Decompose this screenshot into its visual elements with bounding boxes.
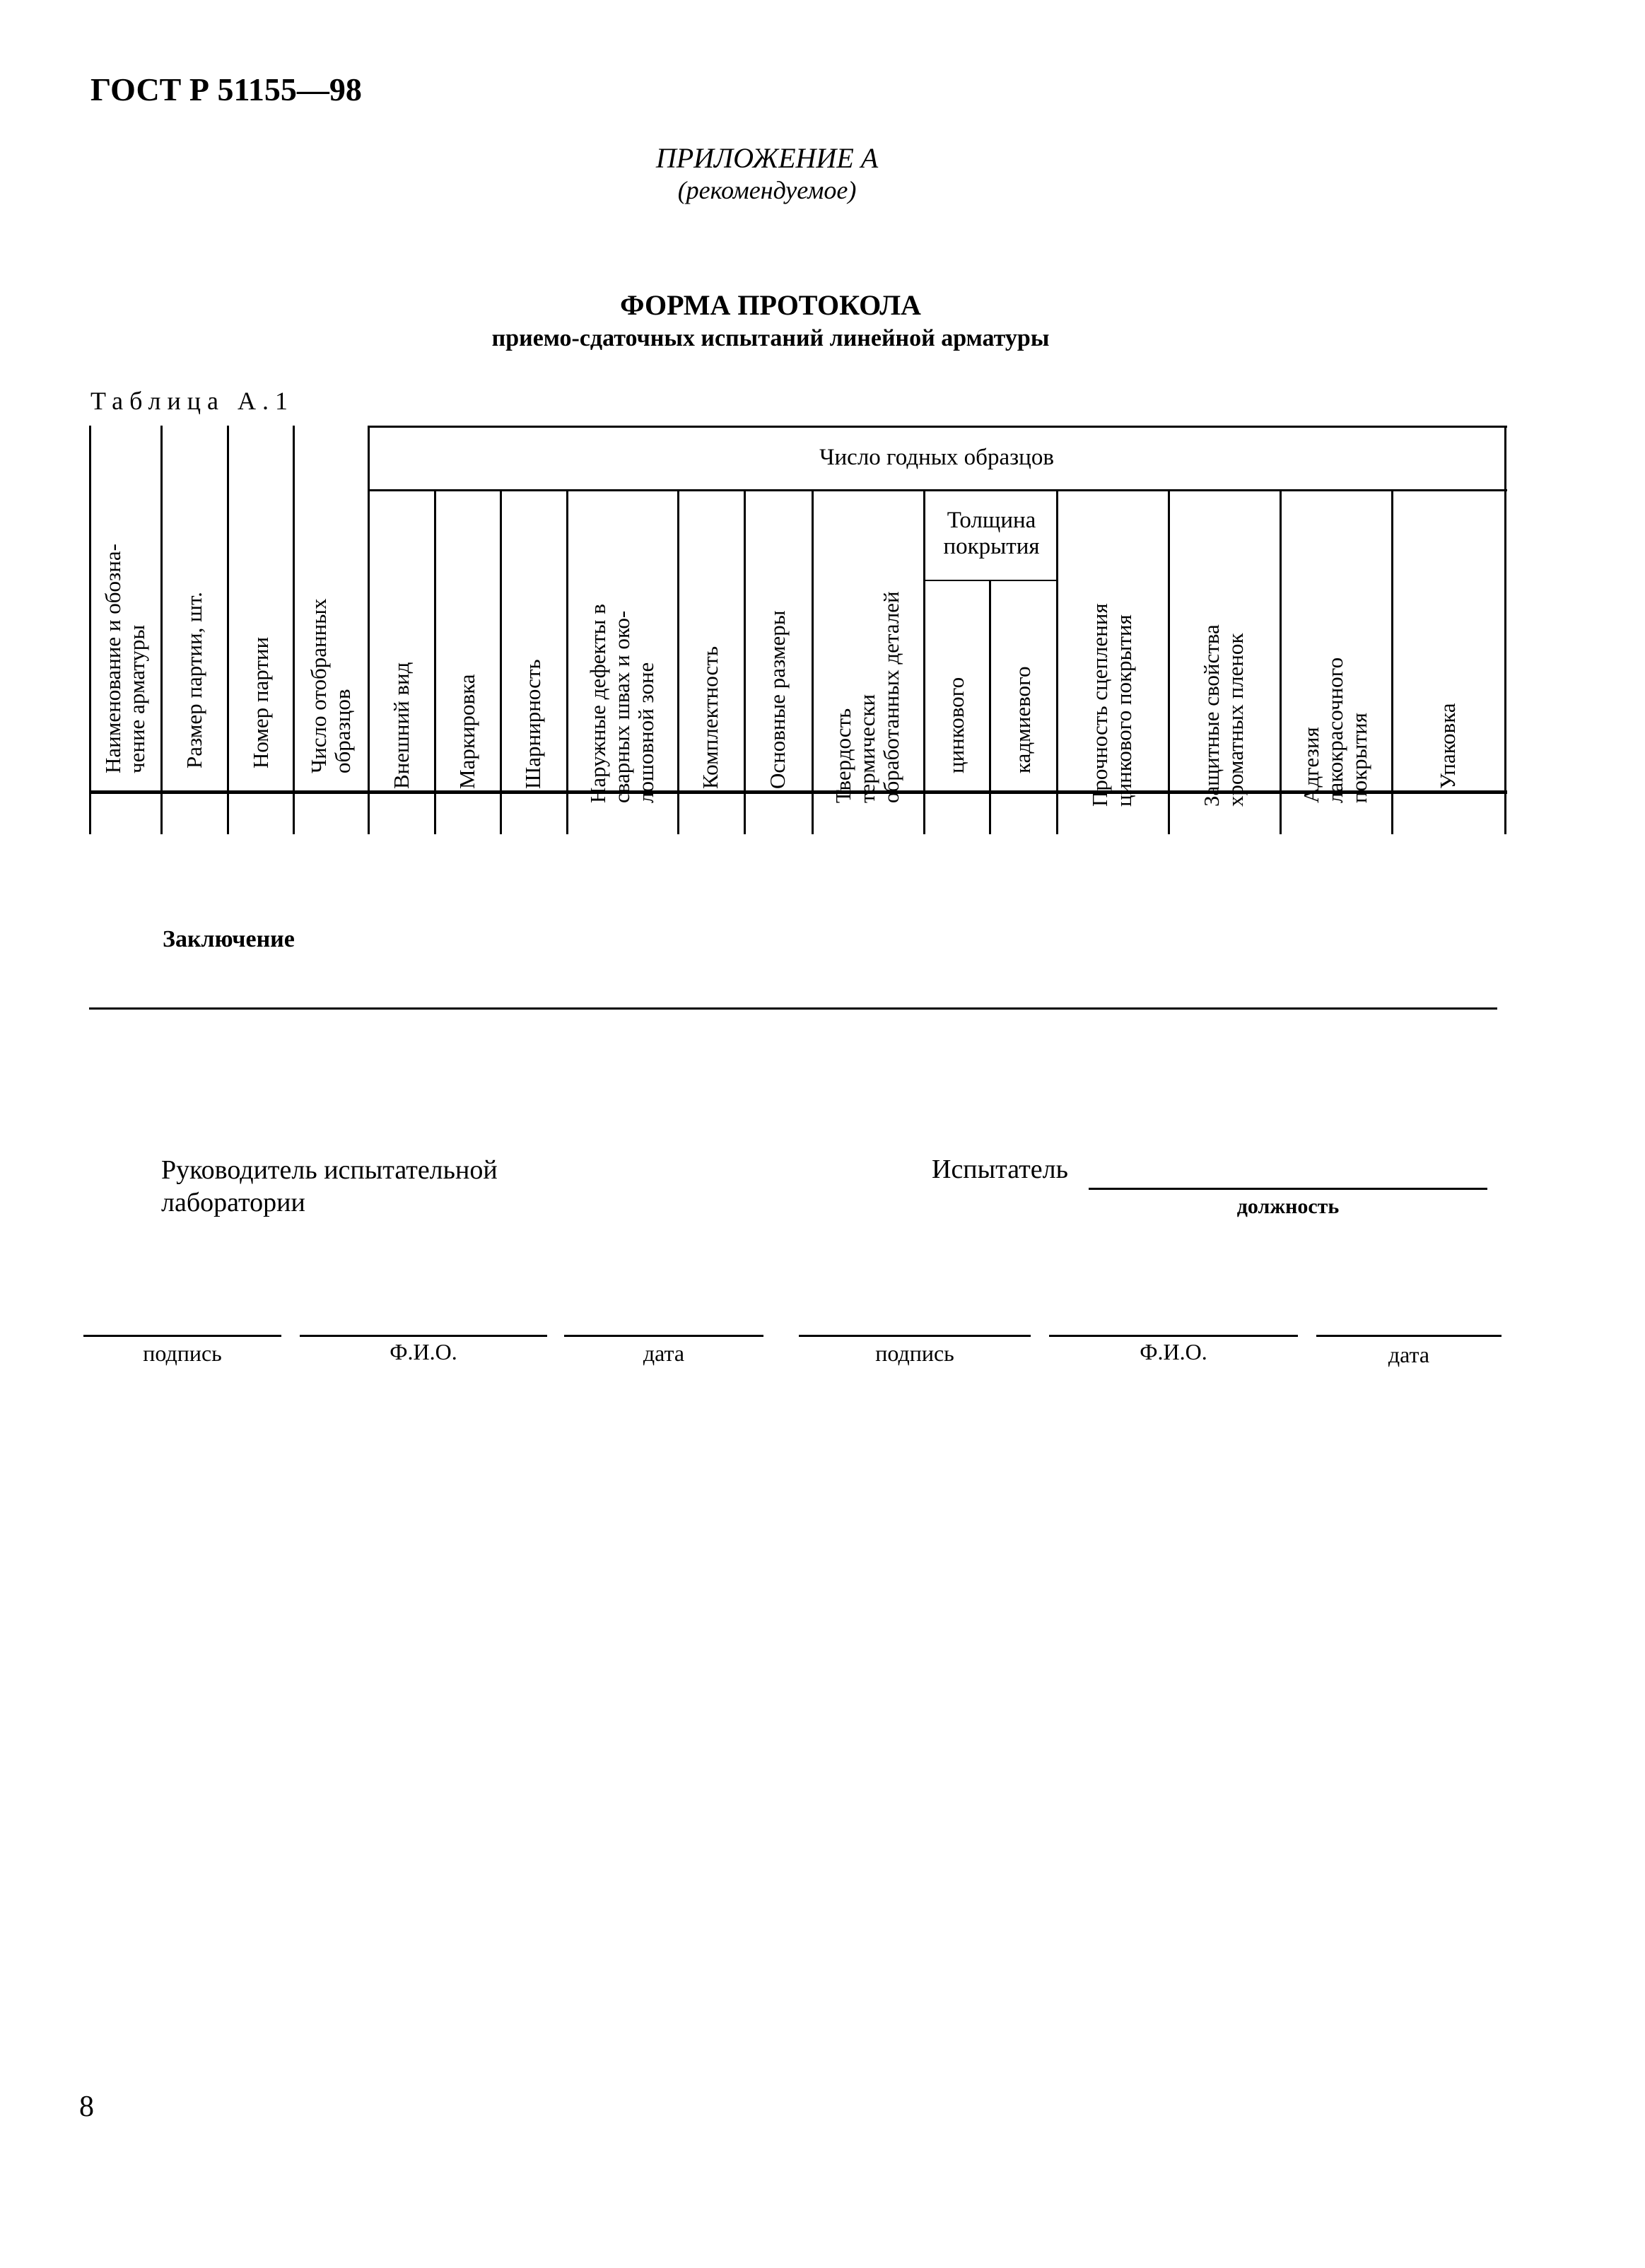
conclusion-line[interactable]: [89, 1007, 1497, 1010]
tester-position-line[interactable]: [1089, 1188, 1487, 1190]
col-divider: [500, 489, 502, 834]
left-date-line[interactable]: [564, 1335, 763, 1337]
col-divider: [434, 489, 436, 834]
header-bottom-border: [89, 790, 1507, 794]
col-divider: [160, 426, 163, 834]
col-divider: [293, 426, 295, 834]
col-divider: [368, 426, 370, 834]
right-signature-line[interactable]: [799, 1335, 1031, 1337]
tester-label: Испытатель: [932, 1155, 1068, 1184]
position-caption: должность: [1236, 1195, 1340, 1218]
col-header-completeness: Комплектность: [698, 646, 722, 789]
right-signature-caption: подпись: [875, 1340, 954, 1366]
col-header-appearance: Внешний вид: [389, 662, 414, 789]
right-date-caption: дата: [1388, 1342, 1430, 1367]
col-divider: [923, 489, 925, 834]
right-date-line[interactable]: [1316, 1335, 1501, 1337]
col-divider: [1391, 489, 1393, 834]
col-divider: [812, 489, 814, 834]
col-header-paint-adhesion: Адгезия лакокрасочного покрытия: [1299, 657, 1371, 803]
col-header-packaging: Упаковка: [1435, 703, 1460, 789]
form-subtitle: приемо-сдаточных испытаний линейной арматуры: [491, 325, 1050, 351]
conclusion-label: Заключение: [163, 926, 295, 952]
group-header: Число годных образцов: [819, 445, 1054, 470]
left-name-line[interactable]: [300, 1335, 547, 1337]
col-header-chromate-films: Защитные свойства хроматных пленок: [1199, 624, 1248, 807]
appendix-status: (рекомендуемое): [677, 176, 857, 204]
col-divider: [1504, 426, 1506, 834]
col-header-hinge: Шарнирность: [520, 659, 545, 789]
col-header-batch-number: Номер партии: [248, 636, 273, 768]
col-header-weld-defects: Наружные дефекты в сварных швах и око- лошовной зоне: [585, 604, 658, 803]
col-header-main-dimensions: Основные размеры: [765, 610, 790, 789]
table-label: Таблица А.1: [90, 387, 294, 415]
col-header-coating-adhesion: Прочность сцепления цинкового покрытия: [1087, 603, 1136, 807]
col-divider: [227, 426, 229, 834]
col-header-fitting-name: Наименование и обозна- чение арматуры: [100, 544, 149, 773]
col-header-marking: Маркировка: [455, 674, 479, 789]
left-signature-line[interactable]: [83, 1335, 281, 1337]
col-divider: [989, 580, 991, 834]
standard-id: ГОСТ Р 51155—98: [90, 71, 362, 107]
col-header-hardness: Твердость термически обработанных деталей: [831, 591, 903, 803]
thickness-header: Толщина покрытия: [943, 508, 1040, 559]
col-header-batch-size: Размер партии, шт.: [182, 592, 206, 768]
col-header-zinc: цинкового: [944, 677, 968, 773]
lab-head-label: Руководитель испытательной лаборатории: [161, 1155, 498, 1217]
form-title: ФОРМА ПРОТОКОЛА: [620, 289, 921, 321]
col-header-cadmium: кадмиевого: [1010, 666, 1035, 773]
col-divider: [744, 489, 746, 834]
left-signature-caption: подпись: [143, 1340, 222, 1366]
page-number: 8: [79, 2091, 94, 2123]
col-header-samples-taken: Число отобранных образцов: [306, 598, 355, 773]
col-divider: [677, 489, 679, 834]
group-header-divider: [368, 489, 1507, 491]
col-divider: [566, 489, 568, 834]
left-date-caption: дата: [643, 1340, 685, 1366]
col-divider: [1056, 489, 1058, 834]
col-divider: [1168, 489, 1170, 834]
col-divider: [89, 426, 91, 834]
right-name-line[interactable]: [1049, 1335, 1298, 1337]
col-divider: [1280, 489, 1282, 834]
table-top-border: [368, 426, 1507, 428]
appendix-title: ПРИЛОЖЕНИЕ А: [655, 142, 879, 174]
right-name-caption: Ф.И.О.: [1140, 1339, 1207, 1364]
left-name-caption: Ф.И.О.: [390, 1339, 457, 1364]
